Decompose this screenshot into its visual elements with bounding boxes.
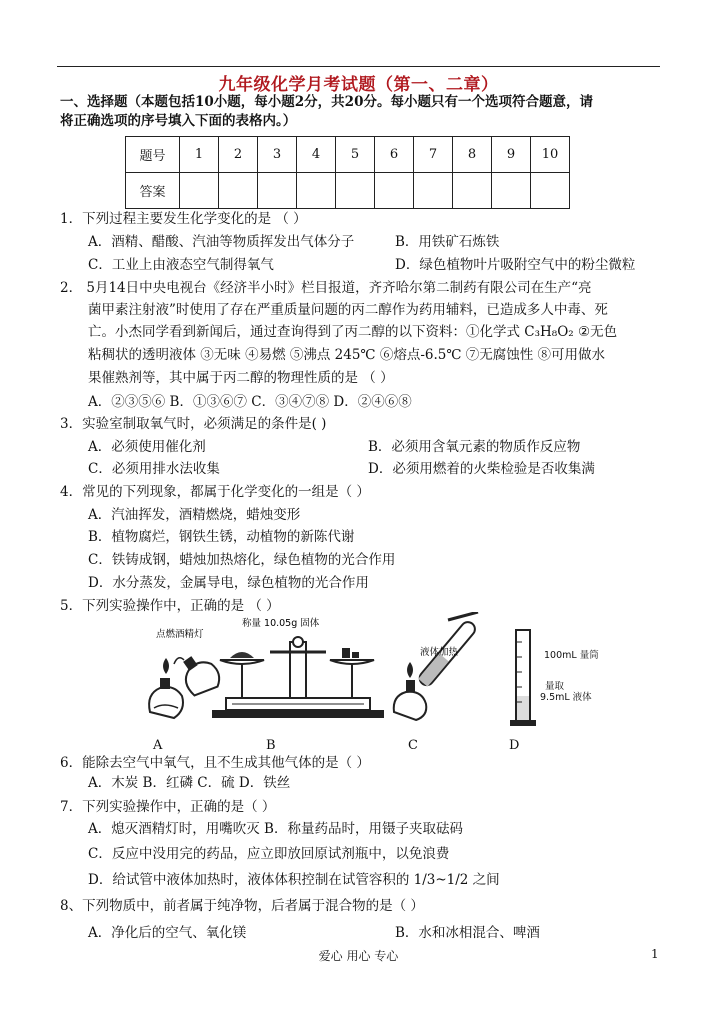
q7-option-d: D．给试管中液体加热时，液体体积控制在试管容积的 1/3~1/2 之间: [88, 872, 500, 888]
answer-number-cell: 1: [180, 137, 219, 173]
answer-number-cell: 7: [414, 137, 453, 173]
q1-option-b: B．用铁矿石炼铁: [395, 234, 500, 250]
figure-c-caption: 液体加热: [420, 647, 459, 658]
q3-stem: 3．实验室制取氧气时，必须满足的条件是( ): [60, 416, 327, 432]
answer-number-cell: 4: [297, 137, 336, 173]
figure-label-b: B: [266, 738, 276, 753]
figure-label-a: A: [153, 738, 163, 753]
q2-line3: 亡。小杰同学看到新闻后，通过查询得到了丙二醇的以下资料：①化学式 C₃H₈O₂ ②无色: [88, 324, 618, 340]
figure-c-heating: [394, 612, 478, 720]
q1-option-d: D．绿色植物叶片吸附空气中的粉尘微粒: [395, 257, 636, 273]
figure-a-lamp: [149, 628, 225, 718]
answer-number-cell: 3: [258, 137, 297, 173]
q7-stem: 7．下列实验操作中，正确的是（ ）: [60, 799, 276, 815]
q8-stem: 8、下列物质中，前者属于纯净物，后者属于混合物的是（ ）: [60, 898, 424, 914]
figure-b-balance: [212, 617, 384, 718]
q2-line2: 菌甲素注射液”时使用了存在严重质量问题的丙二醇作为药用辅料，已造成多人中毒、死: [88, 302, 608, 318]
answer-table-row-answers: [126, 173, 570, 209]
q3-option-d: D．必须用燃着的火柴检验是否收集满: [368, 461, 595, 477]
answer-cell[interactable]: [258, 173, 297, 209]
answer-cell[interactable]: [297, 173, 336, 209]
q3-option-c: C．必须用排水法收集: [88, 461, 220, 477]
q2-options: A．②③⑤⑥ B．①③⑥⑦ C．③④⑦⑧ D．②④⑥⑧: [88, 394, 412, 410]
q4-option-d: D．水分蒸发，金属导电，绿色植物的光合作用: [88, 575, 369, 591]
q4-option-a: A．汽油挥发，酒精燃烧，蜡烛变形: [88, 507, 301, 523]
answer-table-header: 题号: [126, 137, 180, 173]
q8-option-a: A．净化后的空气、氧化镁: [88, 925, 247, 941]
answer-number-cell: 10: [531, 137, 570, 173]
q8-option-b: B．水和冰相混合、啤酒: [395, 925, 540, 941]
figure-d-reading-line1: 量取: [545, 681, 565, 692]
answer-cell[interactable]: [180, 173, 219, 209]
q1-stem: 1．下列过程主要发生化学变化的是 （ ）: [60, 211, 307, 227]
answer-number-cell: 9: [492, 137, 531, 173]
figure-label-c: C: [408, 738, 418, 753]
figure-d-cylinder: [510, 630, 536, 726]
answer-cell[interactable]: [375, 173, 414, 209]
q3-option-b: B．必须用含氧元素的物质作反应物: [368, 439, 581, 455]
answer-cell[interactable]: [531, 173, 570, 209]
q3-option-a: A．必须使用催化剂: [88, 439, 206, 455]
q2-line5: 果催熟剂等，其中属于丙二醇的物理性质的是 （ ）: [88, 370, 394, 386]
answer-number-cell: 2: [219, 137, 258, 173]
top-rule: [57, 66, 660, 67]
figure-d-cylinder-label: 100mL 量筒: [544, 650, 599, 661]
q4-stem: 4．常见的下列现象，都属于化学变化的一组是（ ）: [60, 484, 370, 500]
answer-number-cell: 6: [375, 137, 414, 173]
section-heading-line2: 将正确选项的序号填入下面的表格内。）: [60, 113, 297, 129]
answer-row-header: 答案: [126, 173, 180, 209]
answer-cell[interactable]: [492, 173, 531, 209]
figure-b-caption: 称量 10.05g 固体: [242, 618, 320, 629]
q5-illustration: [130, 612, 540, 732]
answer-cell[interactable]: [453, 173, 492, 209]
answer-table: [125, 136, 570, 209]
answer-table-row-numbers: [126, 137, 570, 173]
q4-option-c: C．铁铸成钢，蜡烛加热熔化，绿色植物的光合作用: [88, 552, 396, 568]
q4-option-b: B．植物腐烂，钢铁生锈，动植物的新陈代谢: [88, 529, 355, 545]
answer-cell[interactable]: [219, 173, 258, 209]
q7-option-c: C．反应中没用完的药品，应立即放回原试剂瓶中，以免浪费: [88, 846, 450, 862]
figure-d-reading-line2: 9.5mL 液体: [540, 692, 592, 703]
q2-line1: 2． 5月14日中央电视台《经济半小时》栏目报道，齐齐哈尔第二制药有限公司在生产“亮: [60, 280, 592, 296]
page-title: 九年级化学月考试题（第一、二章）: [218, 75, 499, 95]
q5-stem: 5．下列实验操作中，正确的是 （ ）: [60, 598, 280, 614]
answer-cell[interactable]: [414, 173, 453, 209]
answer-cell[interactable]: [336, 173, 375, 209]
answer-number-cell: 8: [453, 137, 492, 173]
page-footer: 爱心 用心 专心: [318, 949, 399, 963]
q2-line4: 粘稠状的透明液体 ③无味 ④易燃 ⑤沸点 245℃ ⑥熔点-6.5℃ ⑦无腐蚀性 ⑧可用做水: [88, 347, 606, 363]
q1-option-a: A．酒精、醋酸、汽油等物质挥发出气体分子: [88, 234, 355, 250]
figure-a-caption: 点燃酒精灯: [156, 629, 204, 640]
q6-stem: 6．能除去空气中氧气，且不生成其他气体的是（ ）: [60, 755, 370, 771]
section-heading-line1: 一、选择题（本题包括10小题，每小题2分，共20分。每小题只有一个选项符合题意，请: [60, 94, 593, 110]
page-number: 1: [651, 947, 659, 961]
figure-label-d: D: [509, 738, 520, 753]
q1-option-c: C．工业上由液态空气制得氧气: [88, 257, 274, 273]
q7-options-ab: A．熄灭酒精灯时，用嘴吹灭 B．称量药品时，用镊子夹取砝码: [88, 821, 463, 837]
answer-number-cell: 5: [336, 137, 375, 173]
q6-options: A．木炭 B．红磷 C．硫 D．铁丝: [88, 775, 291, 791]
